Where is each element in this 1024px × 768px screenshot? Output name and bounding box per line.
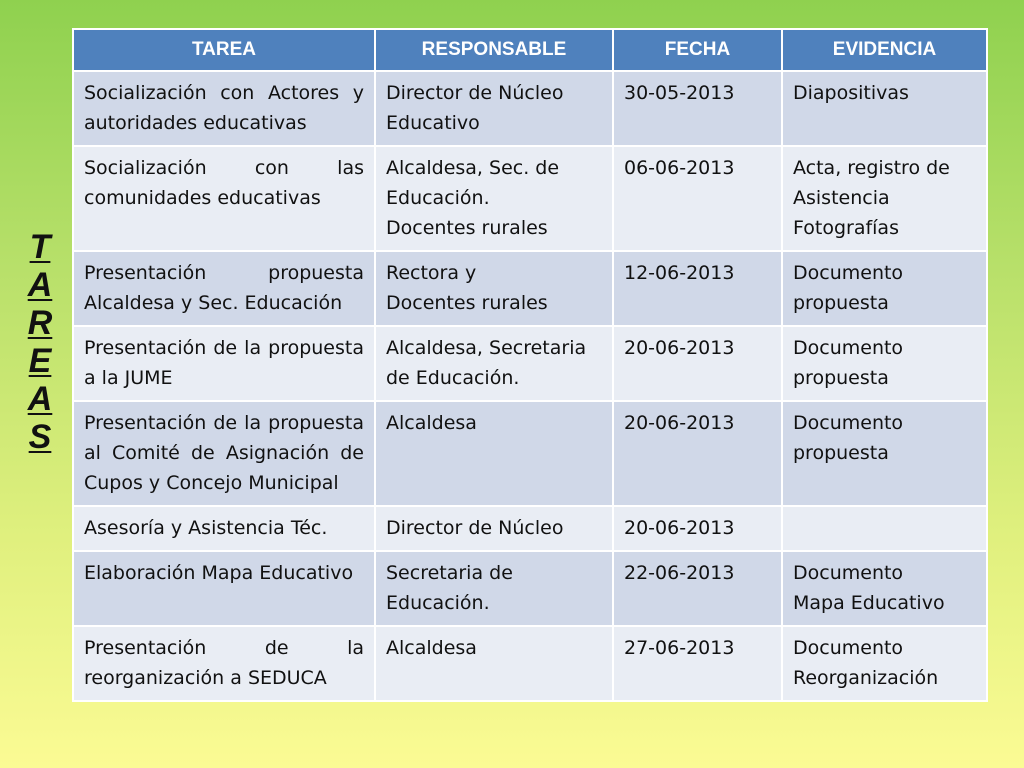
table-header-row xyxy=(73,29,987,71)
side-title-letter: E xyxy=(28,342,52,380)
cell-evidencia: Documento propuesta xyxy=(782,326,987,401)
table-row xyxy=(73,71,987,146)
header-tarea: TAREA xyxy=(73,29,375,71)
cell-responsable: Director de Núcleo xyxy=(375,506,613,551)
cell-tarea: Socialización con Actores y autoridades educativas xyxy=(73,71,375,146)
cell-responsable: Rectora y Docentes rurales xyxy=(375,251,613,326)
table-row xyxy=(73,626,987,701)
cell-responsable: Alcaldesa xyxy=(375,626,613,701)
header-responsable: RESPONSABLE xyxy=(375,29,613,71)
side-title-letter: S xyxy=(28,418,52,456)
table-row xyxy=(73,551,987,626)
table-row xyxy=(73,251,987,326)
cell-evidencia: Documento Reorganización xyxy=(782,626,987,701)
side-title-tareas xyxy=(22,228,58,456)
cell-responsable: Alcaldesa xyxy=(375,401,613,506)
cell-responsable: Alcaldesa, Sec. de Educación. Docentes rurales xyxy=(375,146,613,251)
cell-evidencia: Diapositivas xyxy=(782,71,987,146)
tasks-table-container xyxy=(72,28,986,702)
table-row xyxy=(73,401,987,506)
cell-evidencia: Documento propuesta xyxy=(782,401,987,506)
cell-tarea: Presentación de la propuesta al Comité de Asignación de Cupos y Concejo Municipal xyxy=(73,401,375,506)
cell-evidencia: Documento propuesta xyxy=(782,251,987,326)
side-title-letter: T xyxy=(29,228,51,266)
cell-responsable: Director de Núcleo Educativo xyxy=(375,71,613,146)
cell-tarea: Presentación propuesta Alcaldesa y Sec. Educación xyxy=(73,251,375,326)
cell-evidencia xyxy=(782,506,987,551)
table-row xyxy=(73,506,987,551)
table-row xyxy=(73,146,987,251)
side-title-letter: A xyxy=(27,380,53,418)
cell-fecha: 20-06-2013 xyxy=(613,326,782,401)
cell-evidencia: Documento Mapa Educativo xyxy=(782,551,987,626)
cell-tarea: Elaboración Mapa Educativo xyxy=(73,551,375,626)
cell-tarea: Presentación de la propuesta a la JUME xyxy=(73,326,375,401)
cell-evidencia: Acta, registro de Asistencia Fotografías xyxy=(782,146,987,251)
cell-fecha: 06-06-2013 xyxy=(613,146,782,251)
cell-fecha: 27-06-2013 xyxy=(613,626,782,701)
header-evidencia: EVIDENCIA xyxy=(782,29,987,71)
side-title-letter: A xyxy=(27,266,53,304)
table-row xyxy=(73,326,987,401)
side-title-letter: R xyxy=(27,304,53,342)
cell-tarea: Socialización con las comunidades educativas xyxy=(73,146,375,251)
cell-fecha: 12-06-2013 xyxy=(613,251,782,326)
cell-fecha: 30-05-2013 xyxy=(613,71,782,146)
cell-tarea: Asesoría y Asistencia Téc. xyxy=(73,506,375,551)
header-fecha: FECHA xyxy=(613,29,782,71)
cell-fecha: 20-06-2013 xyxy=(613,401,782,506)
cell-fecha: 20-06-2013 xyxy=(613,506,782,551)
cell-tarea: Presentación de la reorganización a SEDUCA xyxy=(73,626,375,701)
tasks-table xyxy=(72,28,988,702)
cell-responsable: Alcaldesa, Secretaria de Educación. xyxy=(375,326,613,401)
cell-fecha: 22-06-2013 xyxy=(613,551,782,626)
cell-responsable: Secretaria de Educación. xyxy=(375,551,613,626)
